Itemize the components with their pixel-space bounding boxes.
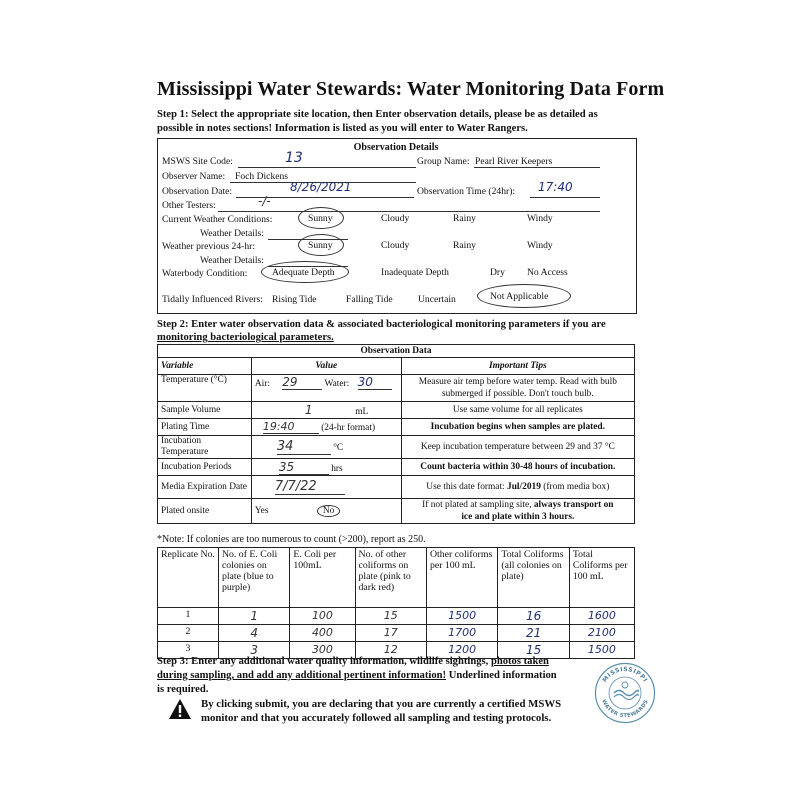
- temperature-values[interactable]: [251, 375, 401, 402]
- table-row: [158, 459, 635, 476]
- previous-weather-details-label: Weather Details:: [200, 255, 264, 266]
- observation-data-table: [157, 344, 635, 524]
- other-coliforms-cell[interactable]: 15: [355, 608, 426, 625]
- weather-previous-sunny[interactable]: Sunny: [308, 240, 333, 251]
- step1-line2: possible in notes sections! Information is listed as you will enter to Water Rangers.: [157, 123, 528, 134]
- incubation-periods-label: Incubation Periods: [158, 459, 252, 476]
- sample-volume-tip: Use same volume for all replicates: [401, 402, 634, 419]
- incubation-periods-tip: Count bacteria within 30-48 hours of incubation.: [401, 459, 634, 476]
- observer-name-label: Observer Name:: [162, 171, 226, 182]
- declaration-line2: monitor and that you accurately followed all sampling and testing protocols.: [201, 712, 552, 724]
- total-coliforms-per-100ml-cell[interactable]: 2100: [569, 625, 634, 642]
- header-replicate: Replicate No.: [158, 548, 219, 608]
- ecoli-colonies-cell[interactable]: 4: [218, 625, 289, 642]
- table-row: [158, 436, 635, 459]
- colony-note: *Note: If colonies are too numerous to count (>200), report as 250.: [157, 534, 426, 545]
- plated-onsite-tip-line2: ice and plate within 3 hours.: [461, 512, 575, 522]
- svg-text:WATER STEWARDS: WATER STEWARDS: [600, 698, 650, 720]
- current-weather-details-label: Weather Details:: [200, 228, 264, 239]
- observation-date-value: 8/26/2021: [290, 180, 352, 194]
- replicate-number: 1: [158, 608, 219, 625]
- table-row: [158, 476, 635, 499]
- step3-line2: [157, 669, 557, 683]
- other-coliforms-cell[interactable]: 17: [355, 625, 426, 642]
- observation-data-header: Observation Data: [158, 345, 635, 358]
- other-coliforms-per-100ml-cell[interactable]: 1500: [426, 608, 497, 625]
- mississippi-water-stewards-seal: [594, 662, 656, 724]
- waterbody-inadequate-depth[interactable]: Inadequate Depth: [381, 267, 449, 278]
- weather-previous-cloudy[interactable]: Cloudy: [381, 240, 410, 251]
- temperature-label: Temperature (°C): [158, 375, 252, 402]
- other-coliforms-per-100ml-cell[interactable]: 1200: [426, 642, 497, 659]
- sample-volume-unit: mL: [355, 407, 369, 417]
- observer-name-value: Foch Dickens: [235, 171, 289, 182]
- warning-icon: [168, 698, 192, 720]
- media-expiration-label: Media Expiration Date: [158, 476, 252, 499]
- water-value: 30: [358, 375, 392, 390]
- sample-volume-values[interactable]: [251, 402, 401, 419]
- table-row: [158, 375, 635, 402]
- current-weather-windy[interactable]: Windy: [527, 213, 553, 224]
- step2-line1: Step 2: Enter water observation data & associated bacteriological monitoring parameters if you are: [157, 319, 606, 330]
- waterbody-adequate-depth[interactable]: Adequate Depth: [272, 267, 335, 278]
- incubation-periods-unit: hrs: [331, 463, 343, 474]
- step3-line2-text: Underlined information: [446, 670, 557, 681]
- total-coliforms-per-100ml-cell[interactable]: 1500: [569, 642, 634, 659]
- header-ecoli-colonies: No. of E. Coli colonies on plate (blue to purple): [218, 548, 289, 608]
- current-weather-sunny[interactable]: Sunny: [308, 213, 333, 224]
- header-other-coliforms-per-100ml: Other coliforms per 100 mL: [426, 548, 497, 608]
- other-coliforms-cell[interactable]: 12: [355, 642, 426, 659]
- other-testers-field[interactable]: [218, 200, 600, 212]
- incubation-temperature-label: Incubation Temperature: [158, 436, 252, 459]
- plated-onsite-no[interactable]: No: [317, 505, 340, 517]
- weather-previous-rainy[interactable]: Rainy: [453, 240, 476, 251]
- group-name-value: Pearl River Keepers: [475, 156, 553, 167]
- observation-details-header: Observation Details: [353, 142, 439, 153]
- step1-line1: Step 1: Select the appropriate site location, then Enter observation details, please be as detailed as: [157, 109, 598, 120]
- air-value: 29: [282, 375, 322, 390]
- header-total-coliforms: Total Coliforms (all colonies on plate): [498, 548, 569, 608]
- header-total-coliforms-per-100ml: Total Coliforms per 100 mL: [569, 548, 634, 608]
- tidal-uncertain[interactable]: Uncertain: [418, 294, 456, 305]
- replicate-number: 2: [158, 625, 219, 642]
- declaration-line1: By clicking submit, you are declaring that you are currently a certified MSWS: [201, 698, 562, 710]
- ecoli-per-100ml-cell[interactable]: 400: [290, 625, 355, 642]
- tidal-falling-tide[interactable]: Falling Tide: [346, 294, 393, 305]
- plated-onsite-tip-line1: If not plated at sampling site,: [422, 500, 534, 510]
- ecoli-colonies-cell[interactable]: 3: [218, 642, 289, 659]
- site-code-field[interactable]: [238, 156, 416, 168]
- air-label: Air:: [254, 379, 270, 389]
- waterbody-no-access[interactable]: No Access: [527, 267, 568, 278]
- replicate-table: [157, 547, 635, 659]
- observation-date-label: Observation Date:: [162, 186, 233, 197]
- step3-line3: is required.: [157, 684, 209, 695]
- current-weather-label: Current Weather Conditions:: [162, 214, 273, 225]
- other-testers-label: Other Testers:: [162, 200, 216, 211]
- step2-line2: monitoring bacteriological parameters.: [157, 332, 334, 343]
- col-variable: Variable: [158, 358, 252, 375]
- step3-line2-underlined: during sampling, and add any additional pertinent information!: [157, 670, 447, 681]
- plating-time-value: 19:40: [263, 420, 319, 434]
- current-weather-cloudy[interactable]: Cloudy: [381, 213, 410, 224]
- header-other-coliforms: No. of other coliforms on plate (pink to dark red): [355, 548, 426, 608]
- replicate-number: 3: [158, 642, 219, 659]
- media-expiration-tip-prefix: Use this date format:: [426, 482, 508, 492]
- plated-onsite-tip-bold: always transport on: [533, 500, 614, 510]
- step3-line1-underlined: photos taken: [490, 656, 549, 667]
- site-code-value: 13: [285, 150, 303, 166]
- observation-time-label: Observation Time (24hr):: [417, 186, 516, 197]
- current-weather-rainy[interactable]: Rainy: [453, 213, 476, 224]
- table-row: [158, 402, 635, 419]
- total-coliforms-cell[interactable]: 21: [498, 625, 569, 642]
- waterbody-condition-label: Waterbody Condition:: [162, 268, 248, 279]
- incubation-periods-value: 35: [279, 460, 329, 475]
- media-expiration-tip-suffix: (from media box): [540, 482, 610, 492]
- incubation-temperature-value: 34: [277, 439, 331, 455]
- media-expiration-value: 7/7/22: [275, 479, 345, 495]
- temperature-tip-line2: submerged if possible. Don't touch bulb.: [441, 389, 594, 399]
- temperature-tip: [401, 375, 634, 402]
- table-row: [158, 419, 635, 436]
- plated-onsite-yes[interactable]: Yes: [254, 506, 269, 516]
- group-name-label: Group Name:: [417, 156, 470, 167]
- incubation-temperature-tip: Keep incubation temperature between 29 and 37 °C: [401, 436, 634, 459]
- table-row: [158, 625, 635, 642]
- total-coliforms-cell[interactable]: 16: [498, 608, 569, 625]
- other-coliforms-per-100ml-cell[interactable]: 1700: [426, 625, 497, 642]
- header-ecoli-per-100ml: E. Coli per 100mL: [290, 548, 355, 608]
- media-expiration-tip-format: Jul/2019: [507, 482, 541, 492]
- incubation-temperature-values[interactable]: [251, 436, 401, 459]
- plating-time-tip: Incubation begins when samples are plated.: [401, 419, 634, 436]
- weather-previous-windy[interactable]: Windy: [527, 240, 553, 251]
- step3-line1-text: Step 3: Enter any additional water quality information, wildlife sightings,: [157, 656, 491, 667]
- svg-text:MISSISSIPPI: MISSISSIPPI: [601, 665, 649, 684]
- plating-time-label: Plating Time: [158, 419, 252, 436]
- step3-line1: [157, 655, 549, 669]
- tidal-rivers-label: Tidally Influenced Rivers:: [162, 294, 263, 305]
- col-value: Value: [251, 358, 401, 375]
- ecoli-per-100ml-cell[interactable]: 100: [290, 608, 355, 625]
- plated-onsite-values: [251, 499, 401, 524]
- other-testers-value: -/-: [258, 194, 271, 208]
- plated-onsite-tip: [401, 499, 634, 524]
- ecoli-colonies-cell[interactable]: 1: [218, 608, 289, 625]
- table-row: [158, 608, 635, 625]
- ecoli-per-100ml-cell[interactable]: 300: [290, 642, 355, 659]
- weather-previous-label: Weather previous 24-hr:: [162, 241, 255, 252]
- observation-time-value: 17:40: [538, 180, 573, 194]
- plating-time-values[interactable]: [251, 419, 401, 436]
- form-title: Mississippi Water Stewards: Water Monitoring Data Form: [157, 78, 665, 100]
- media-expiration-tip: [401, 476, 634, 499]
- water-label: Water:: [324, 379, 350, 389]
- incubation-periods-values[interactable]: [251, 459, 401, 476]
- sample-volume-label: Sample Volume: [158, 402, 252, 419]
- tidal-rising-tide[interactable]: Rising Tide: [272, 294, 317, 305]
- temperature-tip-line1: Measure air temp before water temp. Read with bulb: [418, 377, 617, 387]
- media-expiration-values[interactable]: [251, 476, 401, 499]
- col-important-tips: Important Tips: [401, 358, 634, 375]
- tidal-not-applicable[interactable]: Not Applicable: [490, 291, 549, 302]
- waterbody-dry[interactable]: Dry: [490, 267, 505, 278]
- table-row: [158, 499, 635, 524]
- total-coliforms-per-100ml-cell[interactable]: 1600: [569, 608, 634, 625]
- plated-onsite-label: Plated onsite: [158, 499, 252, 524]
- site-code-label: MSWS Site Code:: [162, 156, 233, 167]
- plating-time-unit: (24-hr format): [321, 423, 376, 433]
- total-coliforms-cell[interactable]: 15: [498, 642, 569, 659]
- sample-volume-value: 1: [304, 403, 313, 417]
- incubation-temperature-unit: °C: [333, 443, 344, 453]
